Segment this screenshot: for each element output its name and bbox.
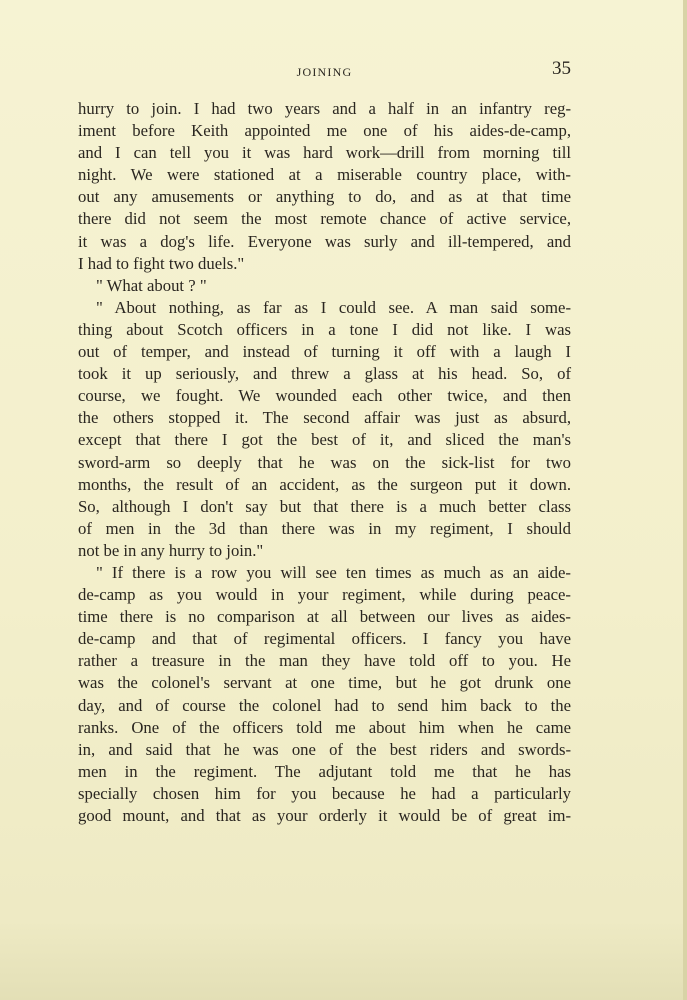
text-line: good mount, and that as your orderly it would be of great im-	[78, 806, 571, 825]
text-line: out of temper, and instead of turning it off with a laugh I	[78, 342, 571, 362]
page-edge	[683, 0, 687, 1000]
text-line: it was a dog's life. Everyone was surly and ill-tempered, and	[78, 231, 571, 251]
text-line: out any amusements or anything to do, and as at that time	[78, 187, 571, 207]
text-line: de-camp and that of regimental officers. I fancy you have	[78, 629, 571, 649]
text-line: specially chosen him for you because he had a particularly	[78, 783, 571, 803]
text-line: there did not seem the most remote chance of active service,	[78, 209, 571, 229]
text-line: de-camp as you would in your regiment, while during peace-	[78, 585, 571, 605]
page-header	[78, 58, 571, 84]
text-line: and I can tell you it was hard work—drill from morning till	[78, 143, 571, 163]
text-line: not be in any hurry to join."	[78, 540, 264, 560]
text-line: thing about Scotch officers in a tone I did not like. I was	[78, 319, 571, 339]
text-line: sword-arm so deeply that he was on the sick-list for two	[78, 452, 571, 472]
text-line: except that there I got the best of it, and sliced the man's	[78, 430, 571, 450]
running-head: JOINING	[296, 65, 353, 79]
text-line: hurry to join. I had two years and a half in an infantry reg-	[78, 99, 571, 118]
text-line: months, the result of an accident, as the surgeon put it down.	[78, 474, 571, 494]
text-line: the others stopped it. The second affair was just as absurd,	[78, 408, 571, 428]
text-line: of men in the 3d than there was in my regiment, I should	[78, 518, 571, 538]
text-line: took it up seriously, and threw a glass at his head. So, of	[78, 364, 571, 384]
text-line: ranks. One of the officers told me about him when he came	[78, 717, 571, 737]
text-line: " If there is a row you will see ten times as much as an aide-	[96, 562, 571, 582]
text-line: course, we fought. We wounded each other twice, and then	[78, 386, 571, 406]
text-line: " About nothing, as far as I could see. A man said some-	[96, 297, 571, 317]
text-line: I had to fight two duels."	[78, 253, 245, 273]
text-line: night. We were stationed at a miserable country place, with-	[78, 165, 571, 185]
text-line: rather a treasure in the man they have told off to you. He	[78, 651, 571, 671]
text-line: So, although I don't say but that there is a much better class	[78, 496, 571, 516]
text-line: men in the regiment. The adjutant told me that he has	[78, 761, 571, 781]
text-line: iment before Keith appointed me one of his aides-de-camp,	[78, 121, 571, 141]
text-line: in, and said that he was one of the best riders and swords-	[78, 739, 571, 759]
page-number: 35	[552, 58, 571, 79]
body-text	[78, 98, 571, 827]
text-line: " What about ? "	[96, 275, 207, 295]
text-line: day, and of course the colonel had to send him back to the	[78, 695, 571, 715]
text-line: time there is no comparison at all between our lives as aides-	[78, 607, 571, 627]
text-line: was the colonel's servant at one time, but he got drunk one	[78, 673, 571, 693]
